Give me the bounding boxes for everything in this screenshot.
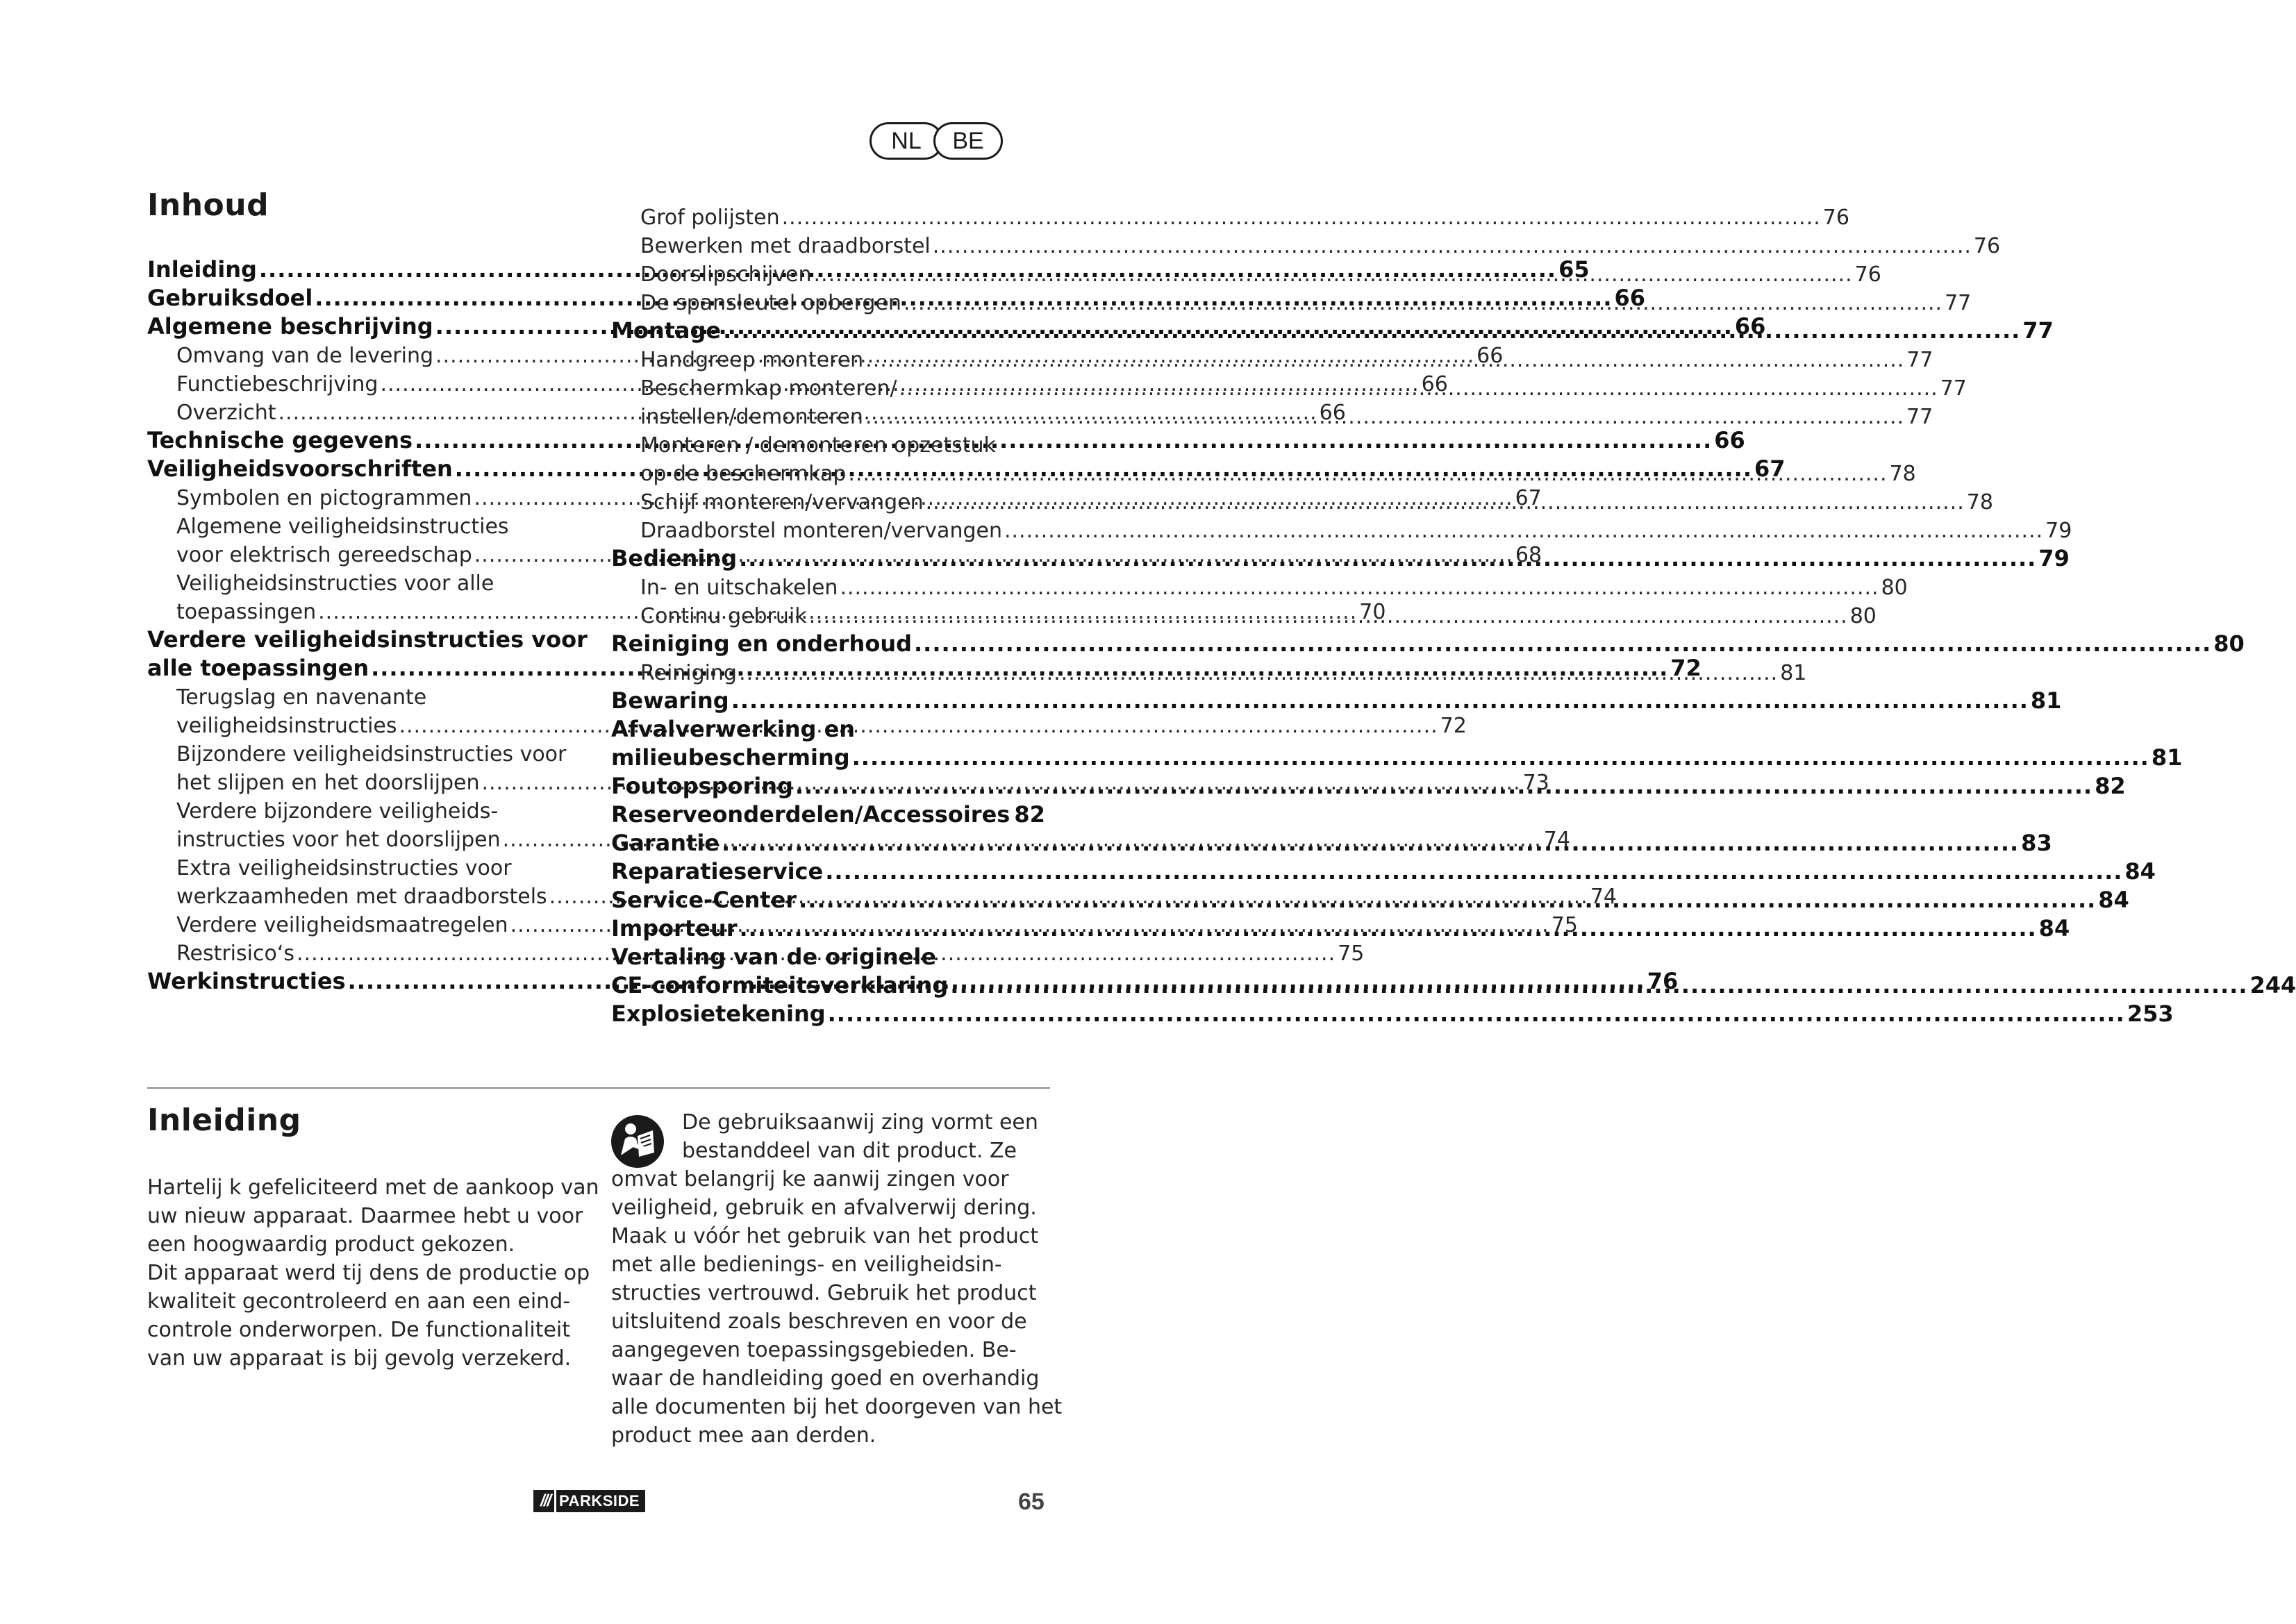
text-line: De gebruiksaanwij zing vormt een xyxy=(682,1110,1038,1135)
toc-entry-page: 81 xyxy=(1780,661,1807,685)
text-line: veiligheid, gebruik en afvalverwij dering. xyxy=(611,1196,1037,1220)
toc-entry-title: Continu gebruik xyxy=(640,604,807,628)
toc-leader-dots xyxy=(1004,519,2043,543)
toc-entry xyxy=(611,685,2062,714)
toc-entry-page: 77 xyxy=(1945,291,1972,315)
language-badges xyxy=(870,122,1003,160)
toc-entry-title: Monteren / demonteren opzetstuk xyxy=(640,433,996,458)
toc-entry-title: toepassingen xyxy=(176,600,317,624)
toc-entry-page: 74 xyxy=(1543,828,1570,852)
toc-leader-dots xyxy=(415,427,1712,453)
toc-entry xyxy=(611,571,1908,600)
lang-badge-be: BE xyxy=(933,122,1003,160)
toc-entry-title: Overzicht xyxy=(176,401,276,425)
toc-entry-title: Explosietekening xyxy=(611,1001,826,1027)
toc-entry-title: Restrisico‘s xyxy=(176,941,294,966)
toc-entry-page: 66 xyxy=(1734,313,1766,340)
toc-entry xyxy=(611,856,2156,885)
toc-leader-dots xyxy=(809,604,1848,628)
toc-entry-title: alle toepassingen xyxy=(147,655,369,681)
text-line: Hartelij k gefeliciteerd met de aankoop van xyxy=(147,1175,599,1200)
toc-entry-page: 73 xyxy=(1522,771,1549,795)
toc-entry xyxy=(611,230,2001,258)
toc-entry-title: Reparatieservice xyxy=(611,858,824,885)
toc-entry-title: Omvang van de levering xyxy=(176,344,434,368)
text-line: product mee aan derden. xyxy=(611,1423,876,1448)
toc-leader-dots xyxy=(904,291,1943,315)
toc-entry xyxy=(611,201,1849,230)
text-line: uitsluitend zoals beschreven en voor de xyxy=(611,1309,1027,1334)
toc-entry-title: instellen/demonteren xyxy=(640,405,863,429)
toc-entry-page: 84 xyxy=(2098,887,2129,913)
toc-entry-page: 67 xyxy=(1754,455,1786,482)
toc-entry-title: Verdere bijzondere veiligheids- xyxy=(176,799,499,823)
page-number: 65 xyxy=(1018,1489,1045,1515)
toc-leader-dots xyxy=(899,376,1938,401)
intro-heading: Inleiding xyxy=(147,1103,301,1138)
toc-entry-title: Bewerken met draadborstel xyxy=(640,234,931,258)
toc-leader-dots xyxy=(722,830,2019,856)
toc-entry-title: Reiniging en onderhoud xyxy=(611,630,912,657)
toc-entry-title: Bewaring xyxy=(611,687,729,714)
toc-leader-dots xyxy=(914,630,2211,657)
toc-entry-title: Bijzondere veiligheidsinstructies voor xyxy=(176,742,567,767)
toc-leader-dots xyxy=(926,490,1965,514)
toc-entry xyxy=(147,567,579,596)
toc-entry-page: 79 xyxy=(2038,545,2070,571)
toc-entry-page: 244 xyxy=(2249,972,2296,998)
toc-entry-title: Schijf monteren/vervangen xyxy=(640,490,924,514)
text-line: uw nieuw apparaat. Daarmee hebt u voor xyxy=(147,1204,583,1228)
toc-entry-page: 80 xyxy=(2213,630,2245,657)
toc-heading: Inhoud xyxy=(147,187,269,223)
toc-entry-page: 76 xyxy=(1822,206,1849,230)
toc-entry-title: Veiligheidsvoorschriften xyxy=(147,455,453,482)
toc-entry-title: Technische gegevens xyxy=(147,427,413,453)
toc-entry xyxy=(611,714,1042,742)
toc-entry-page: 84 xyxy=(2124,858,2156,885)
toc-entry-title: Algemene veiligheidsinstructies xyxy=(176,514,509,539)
intro-paragraph-right xyxy=(611,1108,1062,1450)
toc-entry-title: Verdere veiligheidsinstructies voor xyxy=(147,626,588,653)
toc-leader-dots xyxy=(814,262,1853,287)
toc-entry-page: 78 xyxy=(1889,462,1916,486)
toc-leader-dots xyxy=(848,462,1887,486)
toc-entry-title: Afvalverwerking en xyxy=(611,716,856,742)
toc-entry-title: Veiligheidsinstructies voor alle xyxy=(176,571,494,596)
section-divider xyxy=(147,1087,1050,1089)
toc-entry-page: 67 xyxy=(1515,486,1542,510)
toc-entry-title: Symbolen en pictogrammen xyxy=(176,486,472,510)
toc-entry xyxy=(611,799,1045,828)
toc-entry-title: veiligheidsinstructies xyxy=(176,714,397,738)
toc-leader-dots xyxy=(933,234,1972,258)
text-line: van uw apparaat is bij gevolg verzekerd. xyxy=(147,1346,572,1371)
text-line: controle onderworpen. De functionaliteit xyxy=(147,1318,571,1342)
toc-entry-page: 66 xyxy=(1714,427,1745,453)
toc-leader-dots xyxy=(828,1001,2125,1027)
toc-entry-page: 72 xyxy=(1670,655,1702,681)
toc-entry xyxy=(611,742,2183,771)
toc-leader-dots xyxy=(865,348,1904,372)
toc-entry-title: milieubescherming xyxy=(611,744,850,771)
intro-paragraph-left xyxy=(147,1173,599,1373)
toc-leader-dots xyxy=(865,405,1904,429)
toc-entry-page: 66 xyxy=(1476,344,1504,368)
toc-entry-page: 77 xyxy=(1906,405,1933,429)
toc-entry-title: Inleiding xyxy=(147,256,257,283)
toc-entry-page: 80 xyxy=(1849,604,1877,628)
toc-entry-title: Gebruiksdoel xyxy=(147,285,313,311)
toc-entry-title: Verdere veiligheidsmaatregelen xyxy=(176,913,508,937)
toc-entry xyxy=(147,624,588,653)
toc-entry-page: 81 xyxy=(2151,744,2183,771)
toc-entry-page: 78 xyxy=(1966,490,1993,514)
toc-entry-page: 76 xyxy=(1973,234,2001,258)
toc-entry-page: 253 xyxy=(2127,1001,2174,1027)
lang-badge-nl: NL xyxy=(870,122,943,160)
toc-entry-page: 76 xyxy=(1854,262,1881,287)
toc-leader-dots xyxy=(852,744,2149,771)
toc-entry-title: De spansleutel opbergen xyxy=(640,291,901,315)
text-line: structies vertrouwd. Gebruik het product xyxy=(611,1281,1037,1305)
text-line: aangegeven toepassingsgebieden. Be- xyxy=(611,1338,1017,1362)
toc-entry-title: Handgreep monteren xyxy=(640,348,864,372)
text-line: met alle bedienings- en veiligheidsin- xyxy=(611,1253,1002,1277)
toc-leader-dots xyxy=(731,687,2029,714)
toc-entry-page: 75 xyxy=(1551,913,1578,937)
toc-entry xyxy=(611,514,2072,543)
toc-entry-page: 66 xyxy=(1319,401,1346,425)
toc-entry-page: 74 xyxy=(1590,885,1617,909)
text-line: Maak u vóór het gebruik van het product xyxy=(611,1224,1039,1248)
toc-entry-title: Algemene beschrijving xyxy=(147,313,433,340)
toc-entry-title: Montage xyxy=(611,317,722,344)
toc-entry-page: 77 xyxy=(2022,317,2054,344)
toc-entry-title: Functiebeschrijving xyxy=(176,372,378,396)
toc-entry xyxy=(147,738,579,767)
brand-name: PARKSIDE xyxy=(554,1490,645,1512)
toc-entry-page: 72 xyxy=(1440,714,1467,738)
toc-entry-title: Importeur xyxy=(611,915,738,941)
toc-entry xyxy=(147,795,579,823)
text-line: Dit apparaat werd tij dens de productie op xyxy=(147,1261,590,1285)
toc-entry-title: voor elektrisch gereedschap xyxy=(176,543,472,567)
toc-entry-title: Reiniging xyxy=(640,661,738,685)
toc-leader-dots xyxy=(739,915,2036,941)
toc-entry-page: 66 xyxy=(1614,285,1646,311)
text-line: bestanddeel van dit product. Ze xyxy=(682,1139,1017,1163)
text-line: kwaliteit gecontroleerd en aan een eind- xyxy=(147,1289,571,1314)
toc-entry-title: het slijpen en het doorslijpen xyxy=(176,771,480,795)
text-line: omvat belangrij ke aanwij zingen voor xyxy=(611,1167,1009,1191)
toc-entry-title: werkzaamheden met draadborstels xyxy=(176,885,547,909)
toc-entry xyxy=(611,941,1042,970)
parkside-logo: /// PARKSIDE xyxy=(533,1490,645,1512)
toc-leader-dots xyxy=(950,972,2247,998)
toc-leader-dots xyxy=(799,887,2096,913)
toc-entry-page: 84 xyxy=(2038,915,2070,941)
toc-entry xyxy=(611,429,1042,458)
toc-entry-title: instructies voor het doorslijpen xyxy=(176,828,501,852)
text-line: een hoogwaardig product gekozen. xyxy=(147,1232,515,1257)
toc-entry-page: 75 xyxy=(1338,941,1365,966)
toc-entry-title: Draadborstel monteren/vervangen xyxy=(640,519,1002,543)
toc-entry-title: Werkinstructies xyxy=(147,968,346,994)
toc-entry-page: 66 xyxy=(1421,372,1448,396)
toc-entry-title: op de beschermkap xyxy=(640,462,847,486)
toc-entry-page: 83 xyxy=(2021,830,2052,856)
toc-entry-page: 65 xyxy=(1558,256,1590,283)
toc-leader-dots xyxy=(782,206,1821,230)
toc-entry-title: Grof polijsten xyxy=(640,206,780,230)
toc-entry-title: Doorslipschijven xyxy=(640,262,812,287)
toc-leader-dots xyxy=(825,858,2122,885)
toc-leader-dots xyxy=(739,661,1778,685)
toc-leader-dots xyxy=(840,576,1879,600)
toc-entry-title: CE-conformiteitsverklaring xyxy=(611,972,949,998)
toc-entry-page: 82 xyxy=(2095,773,2126,799)
toc-entry-title: Beschermkap monteren/ xyxy=(640,376,897,401)
toc-entry-title: Service-Center xyxy=(611,887,797,913)
toc-entry-title: Vertaling van de originele xyxy=(611,944,937,970)
toc-entry xyxy=(147,510,579,539)
toc-entry-page: 79 xyxy=(2045,519,2072,543)
toc-entry-page: 81 xyxy=(2030,687,2062,714)
toc-leader-dots xyxy=(723,317,2020,344)
toc-entry-page: 68 xyxy=(1515,543,1542,567)
toc-entry xyxy=(611,998,2174,1027)
toc-entry xyxy=(611,628,2245,657)
toc-entry-title: Terugslag en navenante xyxy=(176,685,427,710)
toc-entry-page: 70 xyxy=(1359,600,1386,624)
toc-entry-page: 80 xyxy=(1881,576,1908,600)
toc-entry xyxy=(147,852,579,880)
toc-entry-page: 82 xyxy=(1014,801,1045,828)
toc-entry-page: 76 xyxy=(1647,968,1679,994)
toc-entry-title: Garantie xyxy=(611,830,719,856)
text-line: waar de handleiding goed en overhandig xyxy=(611,1366,1040,1391)
toc-leader-dots xyxy=(795,773,2093,799)
toc-entry-title: Extra veiligheidsinstructies voor xyxy=(176,856,512,880)
toc-entry-title: Reserveonderdelen/Accessoires xyxy=(611,801,1010,828)
toc-entry-title: Bediening xyxy=(611,545,738,571)
toc-entry-title: In- en uitschakelen xyxy=(640,576,838,600)
toc-entry xyxy=(147,681,579,710)
toc-leader-dots xyxy=(739,545,2036,571)
toc-entry-page: 77 xyxy=(1940,376,1967,401)
toc-entry-title: Foutopsporing xyxy=(611,773,793,799)
toc-entry-page: 77 xyxy=(1906,348,1933,372)
text-line: alle documenten bij het doorgeven van het xyxy=(611,1395,1063,1419)
